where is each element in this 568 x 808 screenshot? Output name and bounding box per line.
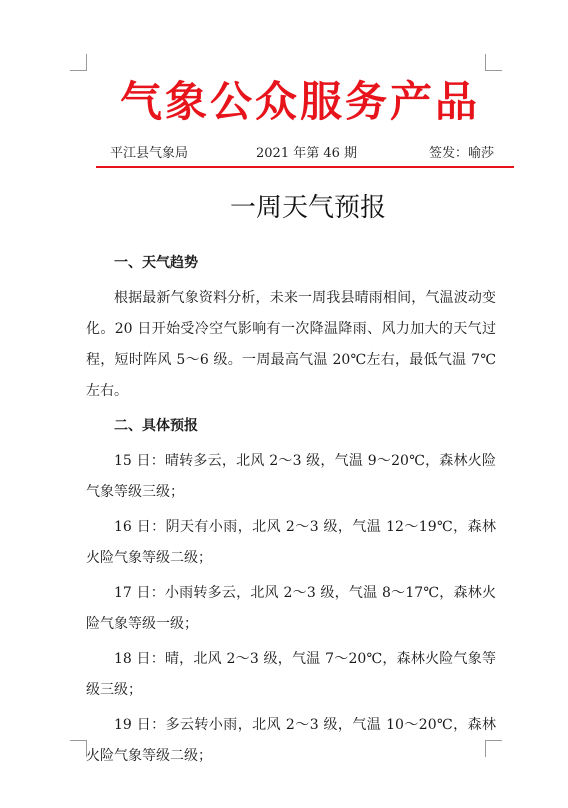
forecast-day: 16 日：阴天有小雨，北风 2～3 级，气温 12～19℃，森林火险气象等级二级； (86, 519, 496, 566)
crop-mark-top-left (70, 54, 87, 71)
forecast-day: 18 日：晴，北风 2～3 级，气温 7～20℃，森林火险气象等级三级； (86, 651, 496, 698)
forecast-day: 17 日：小雨转多云，北风 2～3 级，气温 8～17℃，森林火险气象等级一级； (86, 585, 496, 632)
masthead-title: 气象公众服务产品 (119, 77, 480, 126)
forecast-day: 15 日：晴转多云，北风 2～3 级，气温 9～20℃，森林火险气象等级三级； (86, 453, 496, 500)
trend-paragraph: 根据最新气象资料分析，未来一周我县晴雨相间，气温波动变化。20 日开始受冷空气影响有一次降温降雨、风力加大的天气过程，短时阵风 5～6 级。一周最高气温 20℃左右，最低气温 7℃左右。 (86, 290, 496, 399)
issue-info-line (96, 144, 514, 164)
section-heading-forecast: 二、具体预报 (114, 418, 198, 434)
red-divider-rule (96, 166, 514, 168)
crop-mark-bottom-left (70, 740, 87, 757)
section-heading-trend: 一、天气趋势 (114, 255, 198, 271)
document-title: 一周天气预报 (229, 193, 386, 223)
issue-number: 2021 年第 46 期 (256, 146, 358, 161)
forecast-day: 19 日：多云转小雨，北风 2～3 级，气温 10～20℃，森林火险气象等级二级； (86, 717, 496, 764)
issuer: 平江县气象局 (110, 146, 189, 161)
document-body (86, 248, 496, 776)
signer: 签发：喻莎 (428, 146, 494, 161)
crop-mark-top-right (485, 54, 502, 71)
